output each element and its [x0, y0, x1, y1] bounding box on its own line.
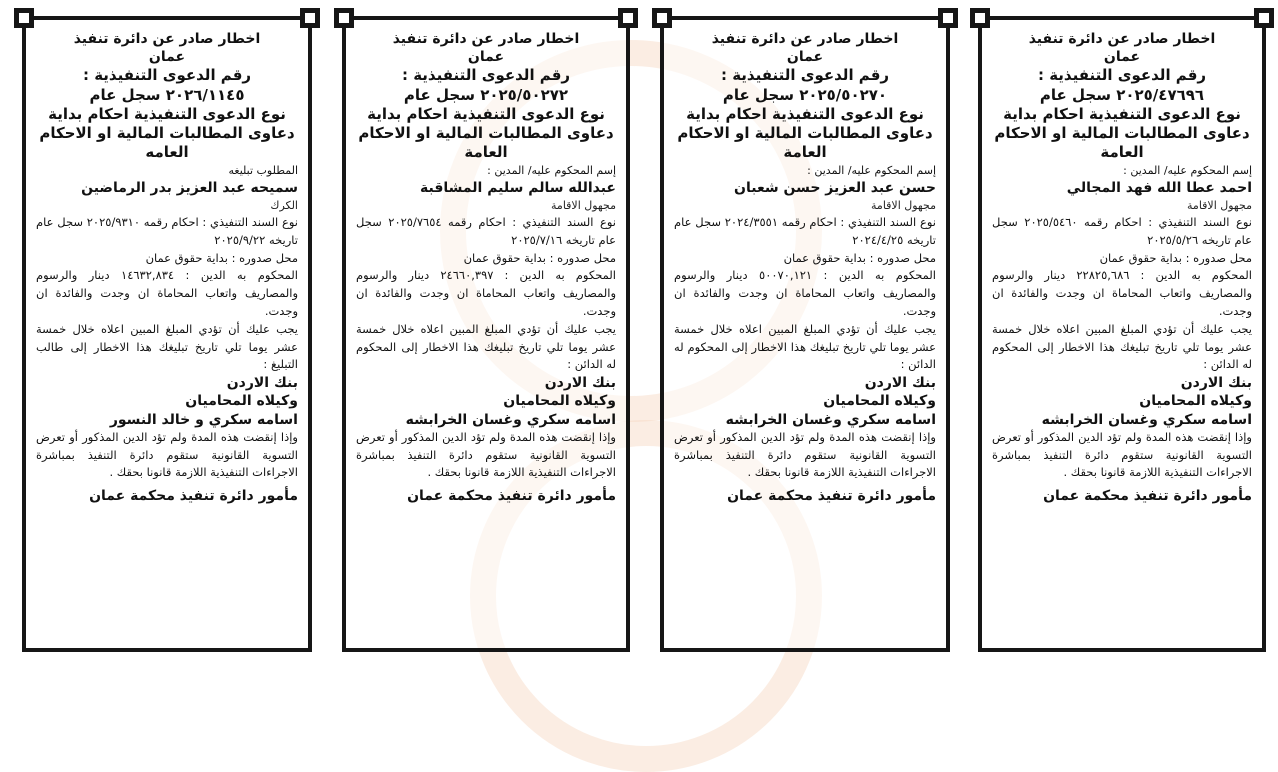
- notice-content: [982, 20, 1262, 648]
- notice-content: [26, 20, 308, 648]
- corner-ornament: [938, 8, 958, 28]
- signature: مأمور دائرة تنفيذ محكمة عمان: [89, 488, 298, 505]
- payment-obligation: يجب عليك أن تؤدي المبلغ المبين اعلاه خلال خمسة عشر يوما تلي تاريخ تبليغك هذا الاخطار إلى المحكوم له الدائن :: [674, 321, 936, 372]
- notice-city: عمان: [148, 49, 186, 66]
- signature: مأمور دائرة تنفيذ محكمة عمان: [407, 488, 616, 505]
- notice-city: عمان: [1103, 49, 1141, 66]
- bond-details: نوع السند التنفيذي : احكام رقمه ٢٠٢٥/٥٤٦٠ سجل عام تاريخه ٢٠٢٥/٥/٢٦: [992, 214, 1252, 247]
- case-label: رقم الدعوى التنفيذية :: [720, 66, 890, 85]
- debtor-label: إسم المحكوم عليه/ المدين :: [807, 163, 936, 177]
- source-court: محل صدوره : بداية حقوق عمان: [783, 250, 936, 265]
- source-court: محل صدوره : بداية حقوق عمان: [463, 250, 616, 265]
- debtor-name: عبدالله سالم سليم المشاقبة: [420, 179, 616, 196]
- notice-title: اخطار صادر عن دائرة تنفيذ: [1028, 31, 1216, 47]
- notice-city: عمان: [786, 49, 824, 66]
- notice-city: عمان: [467, 49, 505, 66]
- notice-title: اخطار صادر عن دائرة تنفيذ: [392, 31, 580, 47]
- debtor-label: إسم المحكوم عليه/ المدين :: [1123, 163, 1252, 177]
- case-type-line2: دعاوى المطالبات المالية او الاحكام العامة: [994, 124, 1250, 161]
- notice-content: [664, 20, 946, 648]
- enforcement-warning: وإذا إنقضت هذه المدة ولم تؤد الدين المذكور أو تعرض التسوية القانونية ستقوم دائرة التنفيذ بمباشرة الاجراءات التنفيذية اللازمة قانونا بحقك .: [36, 429, 298, 480]
- debtor-residence: مجهول الاقامة: [871, 198, 936, 212]
- case-label: رقم الدعوى التنفيذية :: [82, 66, 252, 85]
- recipient-name: سميحه عبد العزيز بدر الرماضين: [81, 179, 298, 196]
- enforcement-warning: وإذا إنقضت هذه المدة ولم تؤد الدين المذكور أو تعرض التسوية القانونية ستقوم دائرة التنفيذ بمباشرة الاجراءات التنفيذية اللازمة قانونا بحقك .: [992, 429, 1252, 480]
- creditor-lawyers-label: وكيلاه المحاميان: [503, 393, 616, 410]
- payment-obligation: يجب عليك أن تؤدي المبلغ المبين اعلاه خلال خمسة عشر يوما تلي تاريخ تبليغك هذا الاخطار إلى المحكوم له الدائن :: [992, 321, 1252, 372]
- bond-details: نوع السند التنفيذي : احكام رقمه ٢٠٢٤/٣٥٥١ سجل عام تاريخه ٢٠٢٤/٤/٢٥: [674, 214, 936, 247]
- case-type-line2: دعاوى المطالبات المالية او الاحكام العامة: [358, 124, 614, 161]
- bond-details: نوع السند التنفيذي : احكام رقمه ٢٠٢٥/٧٦٥٤ سجل عام تاريخه ٢٠٢٥/٧/١٦: [356, 214, 616, 247]
- case-type-line1: نوع الدعوى التنفيذية احكام بداية: [48, 105, 286, 124]
- recipient-residence: الكرك: [270, 198, 298, 212]
- creditor-bank: بنك الاردن: [544, 375, 616, 392]
- case-type-line1: نوع الدعوى التنفيذية احكام بداية: [1003, 105, 1241, 124]
- creditor-lawyers-label: وكيلاه المحاميان: [185, 393, 298, 410]
- creditor-bank: بنك الاردن: [864, 375, 936, 392]
- corner-ornament: [334, 8, 354, 28]
- debtor-residence: مجهول الاقامة: [551, 198, 616, 212]
- debtor-label: إسم المحكوم عليه/ المدين :: [487, 163, 616, 177]
- case-number: ٢٠٢٥/٥٠٢٧٠ سجل عام: [722, 85, 888, 104]
- signature: مأمور دائرة تنفيذ محكمة عمان: [727, 488, 936, 505]
- creditor-lawyers-label: وكيلاه المحاميان: [1139, 393, 1252, 410]
- case-type-line2: دعاوى المطالبات المالية او الاحكام العامة: [677, 124, 933, 161]
- debtor-residence: مجهول الاقامة: [1187, 198, 1252, 212]
- creditor-lawyers: اسامه سكري وغسان الخرابشه: [725, 411, 936, 428]
- bond-details: نوع السند التنفيذي : احكام رقمه ٢٠٢٥/٩٣١٠ سجل عام تاريخه ٢٠٢٥/٩/٢٢: [36, 214, 298, 247]
- notice-card-1: [978, 16, 1266, 652]
- notice-card-4: [22, 16, 312, 652]
- recipient-label: المطلوب تبليغه: [228, 163, 298, 177]
- corner-ornament: [970, 8, 990, 28]
- case-type-line1: نوع الدعوى التنفيذية احكام بداية: [686, 105, 924, 124]
- debtor-name: احمد عطا الله فهد المجالي: [1066, 179, 1252, 196]
- creditor-lawyers-label: وكيلاه المحاميان: [823, 393, 936, 410]
- source-court: محل صدوره : بداية حقوق عمان: [145, 250, 298, 265]
- case-number: ٢٠٢٥/٤٧٦٩٦ سجل عام: [1039, 85, 1205, 104]
- case-type-line2: دعاوى المطالبات المالية او الاحكام العامه: [39, 124, 295, 161]
- corner-ornament: [652, 8, 672, 28]
- notice-card-2: [660, 16, 950, 652]
- notice-title: اخطار صادر عن دائرة تنفيذ: [73, 31, 261, 47]
- notice-card-3: [342, 16, 630, 652]
- source-court: محل صدوره : بداية حقوق عمان: [1099, 250, 1252, 265]
- judgment-amount: المحكوم به الدين : ٢٢٨٢٥,٦٨٦ دينار والرسوم والمصاريف واتعاب المحاماة ان وجدت والفائدة ان وجدت.: [992, 268, 1252, 318]
- creditor-lawyers: اسامه سكري و خالد النسور: [109, 411, 298, 428]
- judgment-amount: المحكوم به الدين : ٥٠٠٧٠,١٢١ دينار والرسوم والمصاريف واتعاب المحاماة ان وجدت والفائدة ان وجدت.: [674, 268, 936, 318]
- debtor-name: حسن عبد العزيز حسن شعبان: [734, 179, 936, 196]
- corner-ornament: [618, 8, 638, 28]
- notice-title: اخطار صادر عن دائرة تنفيذ: [711, 31, 899, 47]
- signature: مأمور دائرة تنفيذ محكمة عمان: [1043, 488, 1252, 505]
- case-label: رقم الدعوى التنفيذية :: [1037, 66, 1207, 85]
- case-type-line1: نوع الدعوى التنفيذية احكام بداية: [367, 105, 605, 124]
- creditor-lawyers: اسامه سكري وغسان الخرابشه: [1041, 411, 1252, 428]
- notice-content: [346, 20, 626, 648]
- case-number: ٢٠٢٥/٥٠٢٧٢ سجل عام: [403, 85, 569, 104]
- judgment-amount: المحكوم به الدين : ١٤٦٣٢,٨٣٤ دينار والرسوم والمصاريف واتعاب المحاماة ان وجدت والفائدة ان وجدت.: [36, 268, 298, 318]
- creditor-bank: بنك الاردن: [226, 375, 298, 392]
- payment-obligation: يجب عليك أن تؤدي المبلغ المبين اعلاه خلال خمسة عشر يوما تلي تاريخ تبليغك هذا الاخطار إلى المحكوم له الدائن :: [356, 321, 616, 372]
- enforcement-warning: وإذا إنقضت هذه المدة ولم تؤد الدين المذكور أو تعرض التسوية القانونية ستقوم دائرة التنفيذ بمباشرة الاجراءات التنفيذية اللازمة قانونا بحقك .: [356, 429, 616, 480]
- corner-ornament: [14, 8, 34, 28]
- case-number: ٢٠٢٦/١١٤٥ سجل عام: [89, 85, 245, 104]
- corner-ornament: [300, 8, 320, 28]
- creditor-bank: بنك الاردن: [1180, 375, 1252, 392]
- case-label: رقم الدعوى التنفيذية :: [401, 66, 571, 85]
- judgment-amount: المحكوم به الدين : ٢٤٦٦٠,٣٩٧ دينار والرسوم والمصاريف واتعاب المحاماة ان وجدت والفائدة ان وجدت.: [356, 268, 616, 318]
- enforcement-warning: وإذا إنقضت هذه المدة ولم تؤد الدين المذكور أو تعرض التسوية القانونية ستقوم دائرة التنفيذ بمباشرة الاجراءات التنفيذية اللازمة قانونا بحقك .: [674, 429, 936, 480]
- creditor-lawyers: اسامه سكري وغسان الخرابشه: [405, 411, 616, 428]
- corner-ornament: [1254, 8, 1274, 28]
- payment-obligation: يجب عليك أن تؤدي المبلغ المبين اعلاه خلال خمسة عشر يوما تلي تاريخ تبليغك هذا الاخطار إلى طالب التبليغ :: [36, 321, 298, 372]
